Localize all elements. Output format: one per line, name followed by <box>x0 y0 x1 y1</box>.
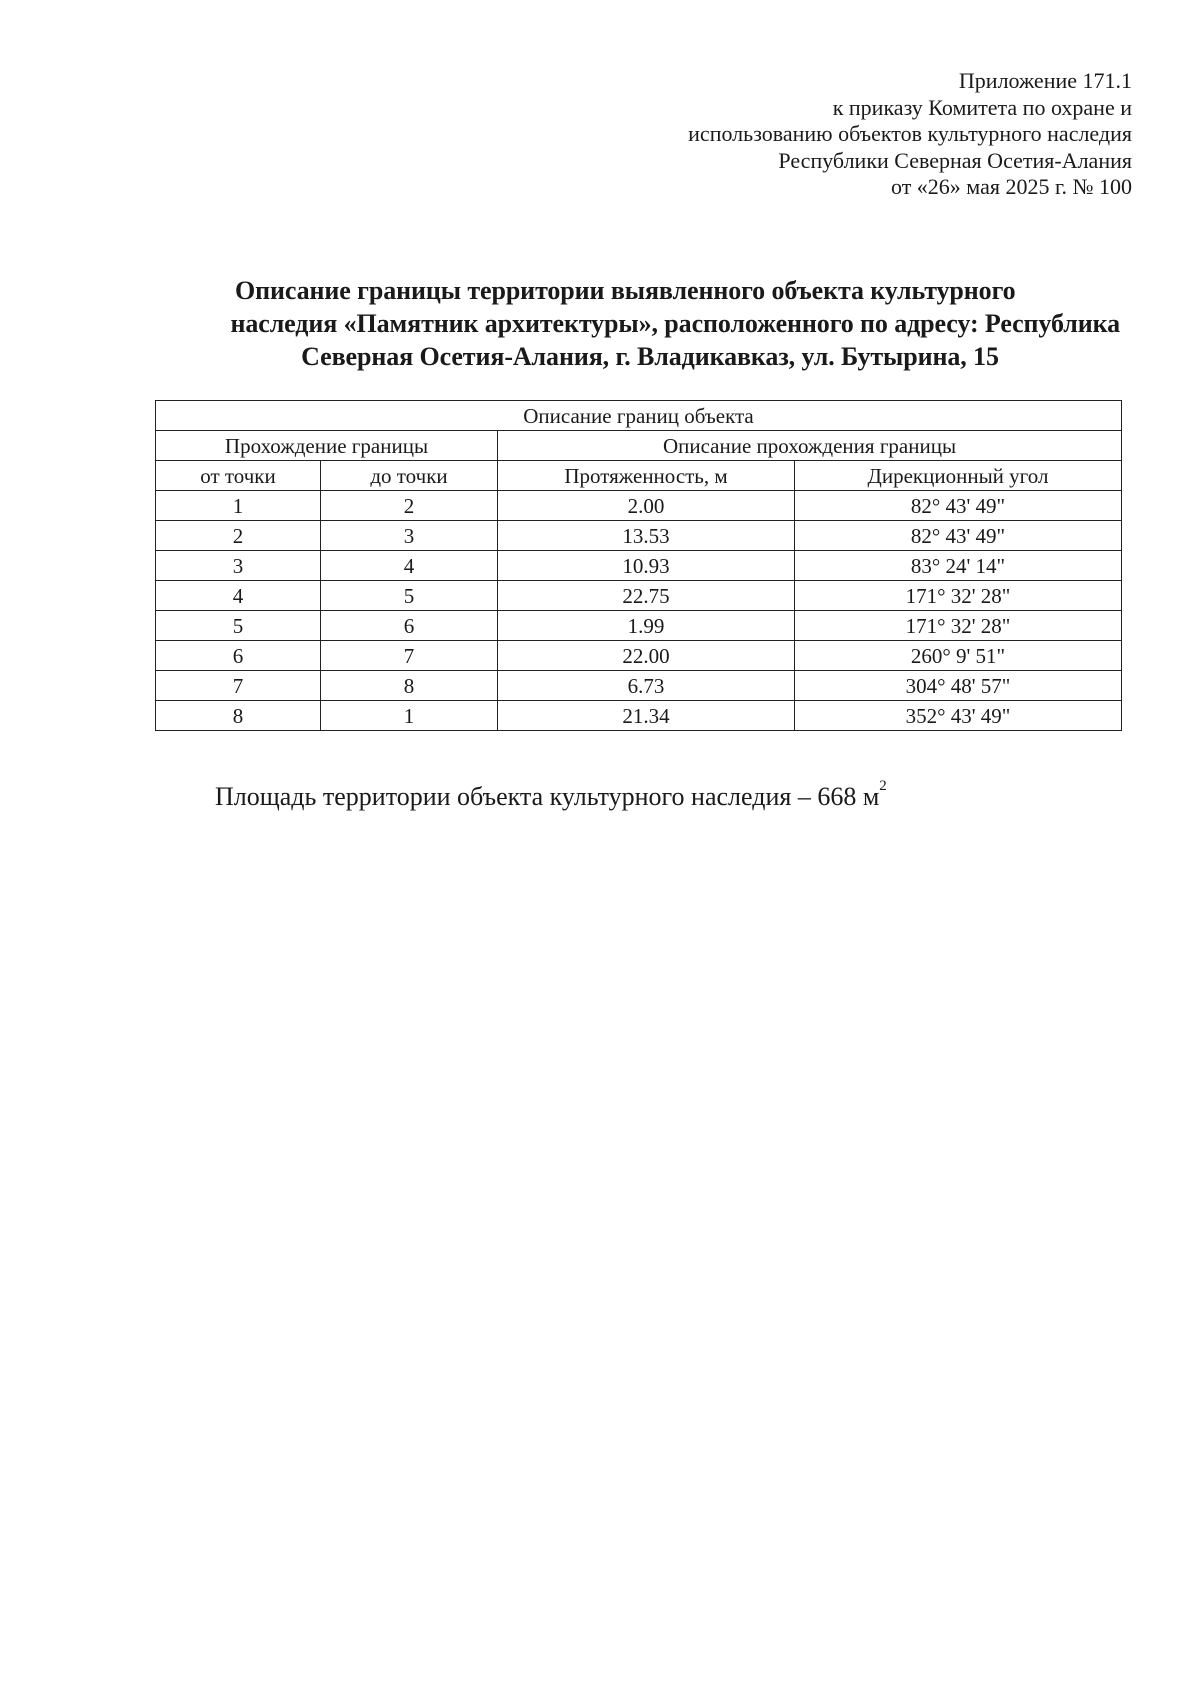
cell-to: 6 <box>321 611 498 641</box>
cell-length: 1.99 <box>498 611 795 641</box>
cell-length: 13.53 <box>498 521 795 551</box>
cell-to: 4 <box>321 551 498 581</box>
cell-length: 10.93 <box>498 551 795 581</box>
table-row <box>156 611 1122 641</box>
cell-from: 4 <box>156 581 321 611</box>
column-header-from: от точки <box>156 461 321 491</box>
cell-from: 8 <box>156 701 321 731</box>
area-text: Площадь территории объекта культурного наследия – 668 м <box>215 782 880 811</box>
column-header-length: Протяженность, м <box>498 461 795 491</box>
boundary-table <box>155 400 1122 731</box>
area-unit-superscript: 2 <box>879 778 887 794</box>
title-line: наследия «Памятник архитектуры», расположенного по адресу: Республика <box>230 309 1120 338</box>
cell-length: 2.00 <box>498 491 795 521</box>
table-row <box>156 581 1122 611</box>
appendix-line: использованию объектов культурного наследия <box>688 121 1132 146</box>
cell-from: 6 <box>156 641 321 671</box>
cell-angle: 352° 43' 49" <box>795 701 1122 731</box>
cell-length: 21.34 <box>498 701 795 731</box>
table-row <box>156 701 1122 731</box>
table-row <box>156 521 1122 551</box>
title-line: Описание границы территории выявленного объекта культурного <box>235 276 1016 305</box>
cell-from: 3 <box>156 551 321 581</box>
cell-from: 7 <box>156 671 321 701</box>
table-row <box>156 491 1122 521</box>
cell-angle: 83° 24' 14" <box>795 551 1122 581</box>
cell-length: 22.00 <box>498 641 795 671</box>
cell-to: 5 <box>321 581 498 611</box>
cell-angle: 304° 48' 57" <box>795 671 1122 701</box>
appendix-line: от «26» мая 2025 г. № 100 <box>890 174 1132 199</box>
cell-to: 8 <box>321 671 498 701</box>
cell-angle: 171° 32' 28" <box>795 611 1122 641</box>
cell-to: 1 <box>321 701 498 731</box>
cell-angle: 82° 43' 49" <box>795 491 1122 521</box>
table-row <box>156 641 1122 671</box>
table-row <box>156 671 1122 701</box>
cell-to: 7 <box>321 641 498 671</box>
cell-from: 1 <box>156 491 321 521</box>
title-line: Северная Осетия-Алания, г. Владикавказ, ул. Бутырина, 15 <box>301 342 999 371</box>
cell-length: 22.75 <box>498 581 795 611</box>
appendix-header <box>432 68 1132 201</box>
cell-angle: 171° 32' 28" <box>795 581 1122 611</box>
document-title <box>145 274 1135 373</box>
cell-to: 3 <box>321 521 498 551</box>
table-caption: Описание границ объекта <box>156 401 1122 431</box>
cell-angle: 82° 43' 49" <box>795 521 1122 551</box>
column-header-angle: Дирекционный угол <box>795 461 1122 491</box>
group-header-description: Описание прохождения границы <box>498 431 1122 461</box>
appendix-line: Приложение 171.1 <box>958 68 1132 93</box>
cell-to: 2 <box>321 491 498 521</box>
cell-from: 2 <box>156 521 321 551</box>
appendix-line: к приказу Комитета по охране и <box>832 94 1132 120</box>
column-header-to: до точки <box>321 461 498 491</box>
group-header-passage: Прохождение границы <box>156 431 498 461</box>
cell-length: 6.73 <box>498 671 795 701</box>
table-row <box>156 551 1122 581</box>
appendix-line: Республики Северная Осетия-Алания <box>778 147 1132 173</box>
area-statement <box>215 778 887 812</box>
cell-angle: 260° 9' 51" <box>795 641 1122 671</box>
cell-from: 5 <box>156 611 321 641</box>
